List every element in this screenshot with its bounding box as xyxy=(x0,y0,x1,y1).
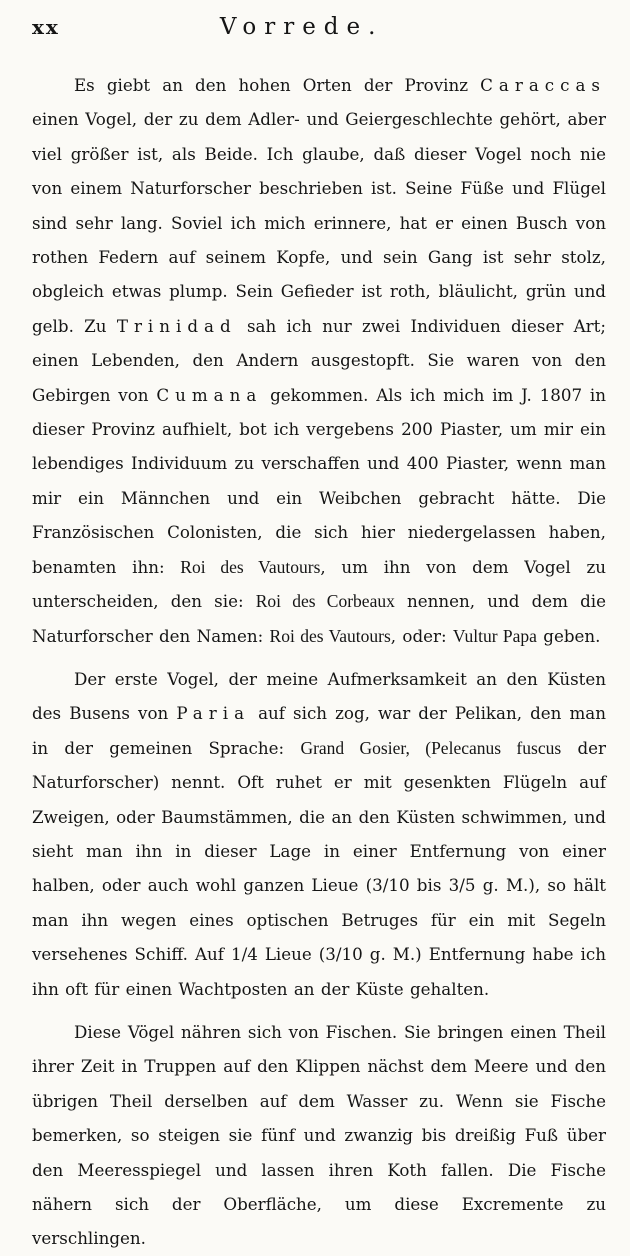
paragraph-3: Diese Vögel nähren sich von Fischen. Sie bringen einen Theil ihrer Zeit in Truppen auf den Klippen nächst dem Meere und den übrigen Theil derselben auf dem Wasser zu. Wenn sie Fische bemerken, so steigen sie fünf und zwanzig bis dreißig Fuß über den Meeresspiegel und lassen ihren Koth fallen. Die Fische nähern sich der Oberfläche, um diese Excremente zu verschlingen. xyxy=(32,1021,606,1249)
page-header xyxy=(32,14,606,54)
latin-name: Roi des Vautours xyxy=(180,556,321,577)
running-title: Vorrede. xyxy=(219,14,384,40)
latin-name: Roi des Vautours xyxy=(269,625,391,646)
latin-name: Grand Gosier, (Pelecanus fuscus xyxy=(300,737,562,758)
place-name: Cumana xyxy=(156,384,263,405)
text-span: , oder: xyxy=(390,625,453,646)
text-span: der Naturforscher) nennt. Oft ruhet er mit gesenkten Flügeln auf Zweigen, oder Baumstämmen, die an den Küsten schwimmen, und sieht man ihn in dieser Lage in einer Entfernung von einer halben, oder auch wohl ganzen Lieue (3/10 bis 3/5 g. M.), so hält man ihn wegen eines optischen Betruges für ein mit Segeln versehenes Schiff. Auf 1/4 Lieue (3/10 g. M.) Entfernung habe ich ihn oft für einen Wachtposten an der Küste gehalten. xyxy=(32,737,606,999)
page-number: xx xyxy=(32,15,60,39)
text-span: nennen, und dem die Naturforscher den Namen: xyxy=(32,591,607,646)
text-span: , um ihn von dem Vogel zu unterscheiden, den sie: xyxy=(32,556,606,612)
latin-name: Vultur Papa xyxy=(452,625,537,646)
text-span: gekommen. Als ich mich im J. 1807 in dieser Provinz aufhielt, bot ich vergebens 200 Piaster, um mir ein lebendiges Individuum zu verschaffen und 400 Piaster, wenn man mir ein Männchen und ein Weibchen gebracht hätte. Die Französischen Colonisten, die sich hier niedergelassen haben, benamten ihn: xyxy=(32,384,607,577)
latin-name: Roi des Corbeaux xyxy=(255,591,395,612)
text-span: Es giebt an den hohen Orten der Provinz xyxy=(74,75,481,95)
text-span: auf sich zog, war der Pelikan, den man in der gemeinen Sprache: xyxy=(32,703,606,758)
place-name: Paria xyxy=(176,703,251,724)
paragraph-2 xyxy=(32,662,606,1006)
page-body xyxy=(32,68,606,1256)
text-span: einen Vogel, der zu dem Adler- und Geiergeschlechte gehört, aber viel größer ist, als Beide. Ich glaube, daß dieser Vogel noch nie von einem Naturforscher beschrieben ist. Seine Füße und Flügel sind sehr lang. Soviel ich mich erinnere, hat er einen Busch von rothen Federn auf seinem Kopfe, und sein Gang ist sehr stolz, obgleich etwas plump. Sein Gefieder ist roth, bläulicht, grün und gelb. Zu xyxy=(32,109,606,336)
place-name: Trinidad xyxy=(116,315,237,336)
text-span: sah ich nur zwei Individuen dieser Art; einen Lebenden, den Andern ausgestopft. Sie waren von den Gebirgen von xyxy=(32,315,606,405)
text-span: geben. xyxy=(536,625,601,646)
text-span: Der erste Vogel, der meine Aufmerksamkeit an den Küsten des Busens von xyxy=(32,668,606,724)
place-name: Caraccas xyxy=(480,75,606,95)
paragraph-1 xyxy=(32,68,606,653)
